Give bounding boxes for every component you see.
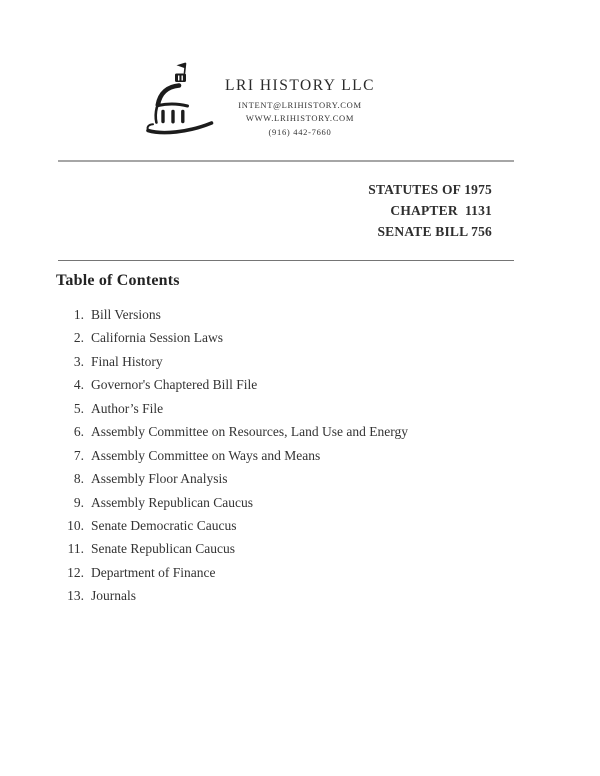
toc-item-number: 8. bbox=[73, 471, 84, 487]
toc-item-label: Final History bbox=[91, 353, 163, 369]
letterhead bbox=[0, 77, 600, 139]
senate-bill-line: SENATE BILL 756 bbox=[377, 223, 492, 239]
toc-item bbox=[56, 491, 526, 514]
toc-item-label: Assembly Floor Analysis bbox=[91, 471, 228, 487]
toc-item-label: Assembly Republican Caucus bbox=[91, 494, 253, 510]
divider-top bbox=[58, 160, 514, 162]
toc-item-label: Assembly Committee on Ways and Means bbox=[91, 447, 321, 463]
company-name: LRI HISTORY LLC bbox=[225, 77, 375, 94]
toc-item bbox=[56, 514, 526, 537]
toc-item-label: Bill Versions bbox=[91, 307, 161, 322]
toc-item-number: 2. bbox=[73, 330, 84, 346]
toc-item-label: California Session Laws bbox=[91, 330, 223, 346]
toc-item-number: 11. bbox=[67, 541, 84, 557]
toc-item bbox=[56, 561, 526, 584]
toc-item-number: 3. bbox=[73, 353, 84, 369]
toc-item-number: 7. bbox=[73, 447, 84, 463]
company-website: WWW.LRIHISTORY.COM bbox=[245, 113, 355, 124]
toc-item bbox=[56, 326, 526, 349]
contact-block bbox=[0, 99, 600, 139]
divider-middle bbox=[58, 260, 514, 261]
statute-reference-block bbox=[368, 180, 492, 242]
toc-item-label: Assembly Committee on Resources, Land Use and Energy bbox=[91, 424, 408, 440]
toc-item bbox=[56, 397, 526, 420]
toc-item bbox=[56, 373, 526, 396]
toc-item bbox=[56, 350, 526, 373]
toc-item-label: Governor's Chaptered Bill File bbox=[91, 377, 258, 393]
toc-item-number: 5. bbox=[73, 400, 84, 416]
toc-item-number: 9. bbox=[73, 494, 84, 510]
toc-item-number: 4. bbox=[73, 377, 84, 393]
toc-item bbox=[56, 584, 526, 607]
toc-item-number: 12. bbox=[67, 564, 84, 580]
toc-item-number: 6. bbox=[73, 424, 84, 440]
toc-list bbox=[56, 303, 526, 608]
toc-item-label: Author’s File bbox=[91, 400, 164, 416]
toc-item bbox=[56, 420, 526, 443]
toc-item bbox=[56, 444, 526, 467]
toc-item bbox=[56, 537, 526, 560]
toc-item bbox=[56, 467, 526, 490]
toc-item-number: 13. bbox=[67, 588, 84, 604]
toc-item bbox=[56, 303, 526, 326]
toc-item-number: 10. bbox=[67, 517, 84, 533]
company-phone: (916) 442-7660 bbox=[268, 126, 332, 137]
toc-item-label: Journals bbox=[91, 588, 136, 604]
toc-item-label: Senate Democratic Caucus bbox=[91, 517, 237, 533]
statutes-year-line: STATUTES OF 1975 bbox=[368, 182, 492, 197]
chapter-line: CHAPTER 1131 bbox=[390, 202, 492, 218]
toc-item-label: Senate Republican Caucus bbox=[91, 541, 235, 557]
toc-title: Table of Contents bbox=[56, 272, 180, 289]
toc-item-number: 1. bbox=[73, 307, 84, 322]
toc-item-label: Department of Finance bbox=[91, 564, 216, 580]
company-email: INTENT@LRIHISTORY.COM bbox=[238, 100, 362, 110]
